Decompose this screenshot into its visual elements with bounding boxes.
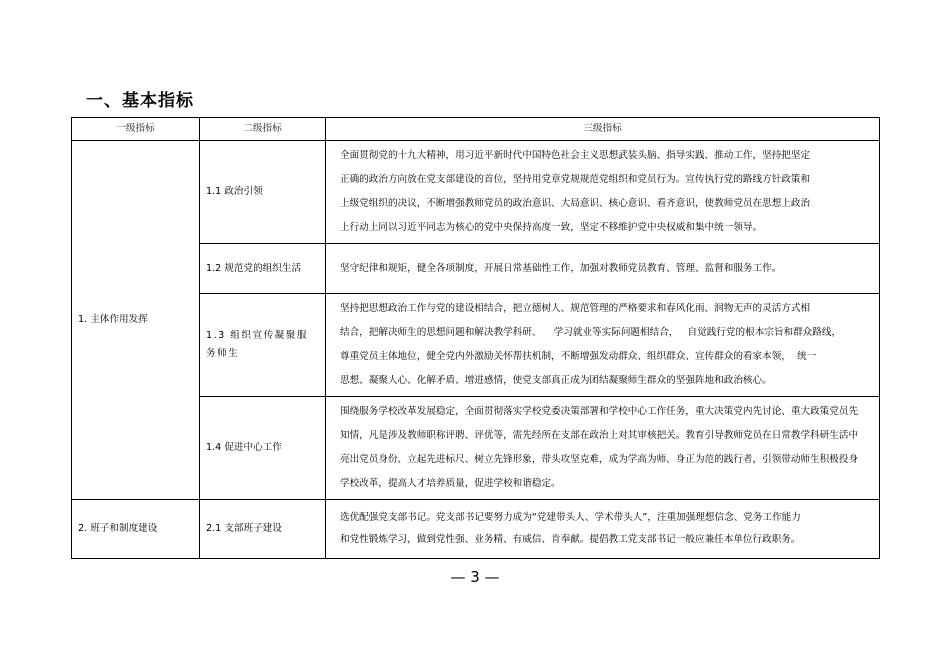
text-line: 选优配强党支部书记。党支部书记要努力成为“党建带头人、学术带头人”，注重加强理想信念、党务工作能力 — [340, 512, 801, 523]
level2-cell: 1.3 组织宣传凝聚服务师生 — [200, 294, 326, 397]
text-line: 全面贯彻党的十九大精神，用习近平新时代中国特色社会主义思想武装头脑、指导实践、推动工作，坚持把坚定 — [340, 150, 811, 161]
level2-cell: 1.4 促进中心工作 — [200, 397, 326, 500]
text-line: 尊重党员主体地位，健全党内外激励关怀帮扶机制，不断增强发动群众、组织群众、宣传群众的看家本领， 统一 — [340, 351, 817, 362]
level3-cell — [326, 500, 880, 559]
column-header-level2: 二级指标 — [200, 118, 326, 141]
text-line: 坚持把思想政治工作与党的建设相结合，把立德树人、规范管理的严格要求和春风化雨、润物无声的灵活方式相 — [340, 303, 811, 314]
level3-cell — [326, 244, 880, 294]
level3-cell — [326, 397, 880, 500]
section-heading: 一、基本指标 — [86, 91, 194, 111]
page-number: — 3 — — [450, 568, 500, 586]
text-line: 知情，凡是涉及教师职称评聘、评优等，需先经所在支部在政治上对其审核把关。教育引导教师党员在日常教学科研生活中 — [340, 430, 859, 441]
level2-cell: 2.1 支部班子建设 — [200, 500, 326, 559]
level3-cell — [326, 141, 880, 244]
text-line: 正确的政治方向放在党支部建设的首位，坚持用党章党规规范党组织和党员行为。宣传执行党的路线方针政策和 — [340, 174, 811, 185]
level3-cell — [326, 294, 880, 397]
text-line: 上级党组织的决议，不断增强教师党员的政治意识、大局意识、核心意识、看齐意识，使教师党员在思想上政治 — [340, 198, 811, 209]
table-header-row — [72, 118, 880, 141]
level2-cell: 1.2 规范党的组织生活 — [200, 244, 326, 294]
level1-cell: 1. 主体作用发挥 — [72, 141, 200, 500]
text-line: 上行动上同以习近平同志为核心的党中央保持高度一致，坚定不移维护党中央权威和集中统一领导。 — [340, 222, 763, 233]
column-header-level1: 一级指标 — [72, 118, 200, 141]
text-line: 亮出党员身份、立起先进标尺、树立先锋形象，带头攻坚克难，成为学高为师、身正为范的践行者，引领带动师生积极投身 — [340, 454, 859, 465]
table-row — [72, 500, 880, 559]
column-header-level3: 三级指标 — [326, 118, 880, 141]
text-line: 学校改革，提高人才培养质量，促进学校和谐稳定。 — [340, 478, 561, 489]
table-row — [72, 141, 880, 244]
level2-cell: 1.1 政治引领 — [200, 141, 326, 244]
level1-cell: 2. 班子和制度建设 — [72, 500, 200, 559]
text-line: 坚守纪律和规矩，健全各项制度，开展日常基础性工作，加强对教师党员教育、管理、监督和服务工作。 — [340, 262, 782, 274]
text-line: 和党性锻炼学习，做到党性强、业务精、有威信、肯奉献。提倡教工党支部书记一般应兼任本单位行政职务。 — [340, 534, 801, 545]
indicator-table — [71, 117, 880, 559]
text-line: 结合，把解决师生的思想问题和解决教学科研、 学习就业等实际问题相结合， 自觉践行党的根本宗旨和群众路线， — [340, 327, 842, 338]
text-line: 思想、凝聚人心、化解矛盾、增进感情，使党支部真正成为团结凝聚师生群众的坚强阵地和政治核心。 — [340, 375, 772, 386]
text-line: 围绕服务学校改革发展稳定，全面贯彻落实学校党委决策部署和学校中心工作任务，重大决策党内先讨论、重大政策党员先 — [340, 406, 859, 417]
